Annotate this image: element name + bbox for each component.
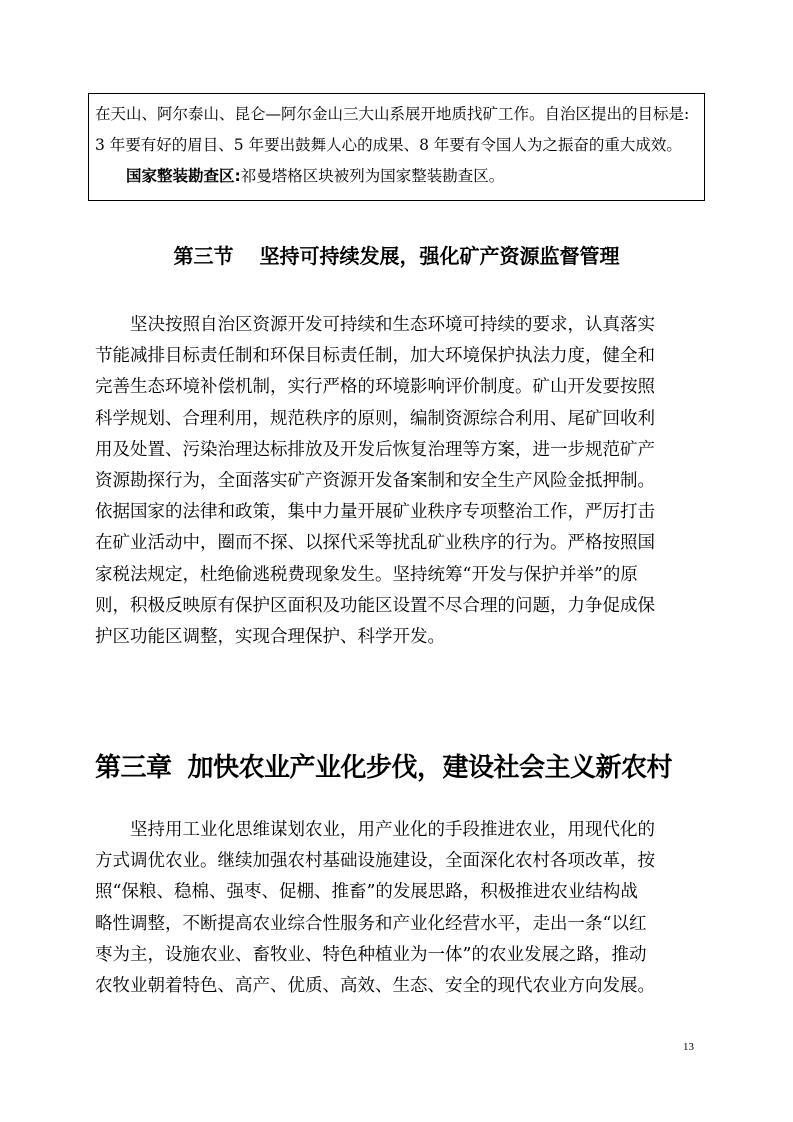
paragraph-line: 照“保粮、稳棉、强枣、促棚、推畜”的发展思路，积极推进农业结构战 <box>95 882 638 903</box>
chapter-title: 加快农业产业化步伐，建设社会主义新农村 <box>187 753 673 783</box>
chapter-heading <box>95 743 715 793</box>
paragraph-line: 方式调优农业。继续加强农村基础设施建设，全面深化农村各项改革，按 <box>95 851 655 872</box>
paragraph-line: 用及处置、污染治理达标排放及开发后恢复治理等方案，进一步规范矿产 <box>95 439 655 460</box>
paragraph-line: 资源勘探行为，全面落实矿产资源开发备案制和安全生产风险金抵押制。 <box>95 471 655 492</box>
page-number: 13 <box>683 1041 694 1053</box>
paragraph-line: 略性调整，不断提高农业综合性服务和产业化经营水平，走出一条“以红 <box>95 913 647 934</box>
paragraph-line: 护区功能区调整，实现合理保护、科学开发。 <box>95 627 445 648</box>
section-title: 坚持可持续发展，强化矿产资源监督管理 <box>259 244 620 268</box>
section-number: 第三节 <box>173 244 234 268</box>
box-term-text: 祁曼塔格区块被列为国家整装勘查区。 <box>240 167 505 185</box>
paragraph-line: 在矿业活动中，圈而不探、以探代采等扰乱矿业秩序的行为。严格按照国 <box>95 533 655 554</box>
paragraph-line: 科学规划、合理利用，规范秩序的原则，编制资源综合利用、尾矿回收利 <box>95 408 655 429</box>
section-heading <box>0 236 793 276</box>
box-line-2: 3 年要有好的眉目、5 年要出鼓舞人心的成果、8 年要有令国人为之振奋的重大成效。 <box>95 136 682 154</box>
paragraph-line: 则，积极反映原有保护区面积及功能区设置不尽合理的问题，力争促成保 <box>95 595 655 616</box>
paragraph-2 <box>95 815 707 1002</box>
paragraph-line: 坚决按照自治区资源开发可持续和生态环境可持续的要求，认真落实 <box>130 315 655 335</box>
paragraph-line: 坚持用工业化思维谋划农业，用产业化的手段推进农业，用现代化的 <box>130 820 655 840</box>
boxed-note <box>88 93 705 201</box>
paragraph-line: 节能减排目标责任制和环保目标责任制，加大环境保护执法力度，健全和 <box>95 346 655 367</box>
box-line-3 <box>95 161 698 192</box>
box-term: 国家整装勘查区: <box>126 167 241 185</box>
paragraph-line: 完善生态环境补偿机制，实行严格的环境影响评价制度。矿山开发要按照 <box>95 377 655 398</box>
box-line-1: 在天山、阿尔泰山、昆仑—阿尔金山三大山系展开地质找矿工作。自治区提出的目标是: <box>95 105 690 123</box>
paragraph-line: 家税法规定，杜绝偷逃税费现象发生。坚持统筹“开发与保护并举”的原 <box>95 564 638 585</box>
paragraph-line: 农牧业朝着特色、高产、优质、高效、生态、安全的现代农业方向发展。 <box>95 976 655 997</box>
chapter-number: 第三章 <box>95 753 172 783</box>
paragraph-line: 依据国家的法律和政策，集中力量开展矿业秩序专项整治工作，严厉打击 <box>95 502 655 523</box>
paragraph-1 <box>95 310 707 653</box>
paragraph-line: 枣为主，设施农业、畜牧业、特色种植业为一体”的农业发展之路，推动 <box>95 944 647 965</box>
